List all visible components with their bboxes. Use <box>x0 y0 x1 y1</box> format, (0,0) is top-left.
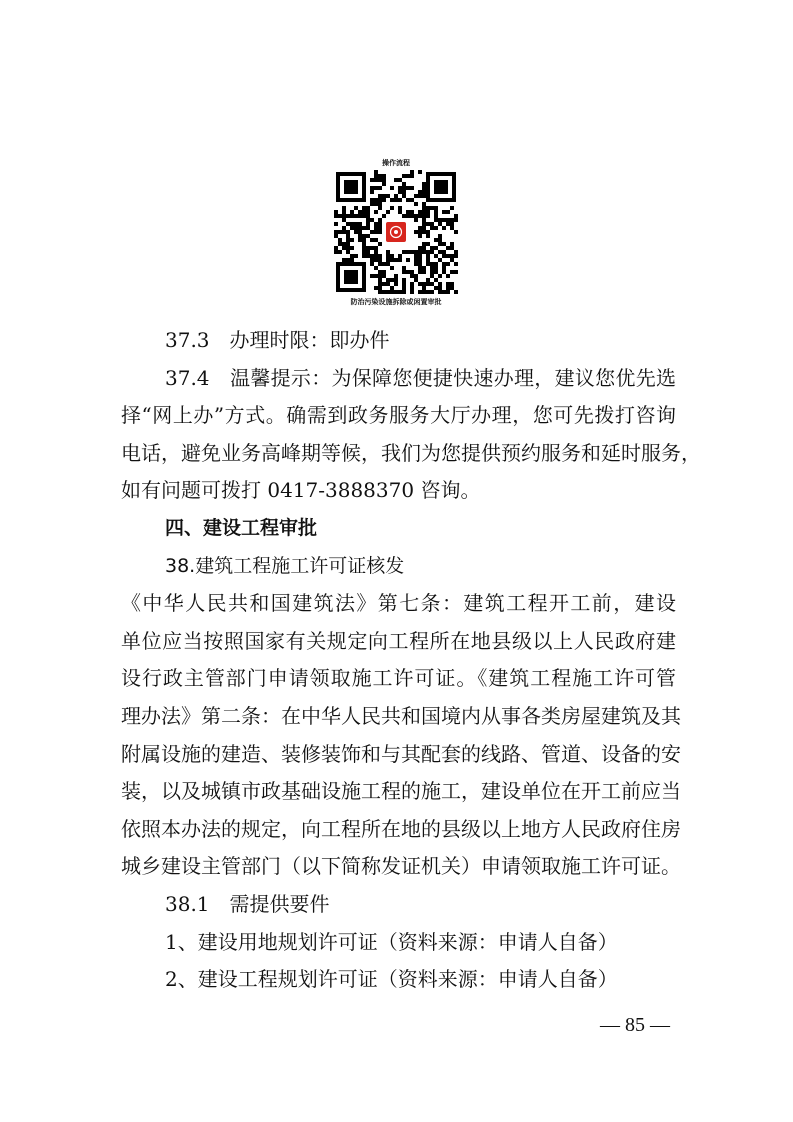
law-paragraph-line: 单位应当按照国家有关规定向工程所在地县级以上人民政府建 <box>121 628 676 653</box>
requirement-item: 2、建设工程规划许可证（资料来源：申请人自备） <box>165 967 618 992</box>
tip-line-3: 电话，避免业务高峰期等候，我们为您提供预约服务和延时服务， <box>121 440 701 465</box>
tip-line-1: 37.4 温馨提示：为保障您便捷快速办理，建议您优先选 <box>165 365 676 390</box>
body-text <box>121 322 701 999</box>
qr-caption-top: 操作流程 <box>382 159 410 167</box>
qr-block <box>331 158 461 307</box>
tip-line-4: 如有问题可拨打 0417-3888370 咨询。 <box>121 478 481 503</box>
law-paragraph-line: 依照本办法的规定，向工程所在地的县级以上地方人民政府住房 <box>121 816 681 841</box>
item-heading: 38.建筑工程施工许可证核发 <box>165 554 405 577</box>
law-paragraph-line: 城乡建设主管部门（以下简称发证机关）申请领取施工许可证。 <box>121 854 681 879</box>
qr-caption-bottom: 防治污染设施拆除或闲置审批 <box>350 298 442 306</box>
requirement-item: 1、建设用地规划许可证（资料来源：申请人自备） <box>165 929 618 954</box>
law-paragraph-line: 附属设施的建造、装修装饰和与其配套的线路、管道、设备的安 <box>121 741 681 766</box>
page-number: — 85 — <box>600 1014 670 1036</box>
law-paragraph-line: 《中华人民共和国建筑法》第七条：建筑工程开工前，建设 <box>121 591 676 616</box>
law-paragraph-line: 设行政主管部门申请领取施工许可证。《建筑工程施工许可管 <box>121 666 676 691</box>
processing-time-line: 37.3 办理时限：即办件 <box>165 328 390 352</box>
qr-code-icon[interactable] <box>334 170 458 294</box>
requirements-heading: 38.1 需提供要件 <box>165 891 330 916</box>
section-heading: 四、建设工程审批 <box>165 516 318 539</box>
qr-center-logo-icon <box>384 220 408 244</box>
law-paragraph-line: 理办法》第二条：在中华人民共和国境内从事各类房屋建筑及其 <box>121 703 681 728</box>
law-paragraph-line: 装，以及城镇市政基础设施工程的施工，建设单位在开工前应当 <box>121 779 681 804</box>
tip-line-2: 择“网上办”方式。确需到政务服务大厅办理，您可先拨打咨询 <box>121 403 676 428</box>
